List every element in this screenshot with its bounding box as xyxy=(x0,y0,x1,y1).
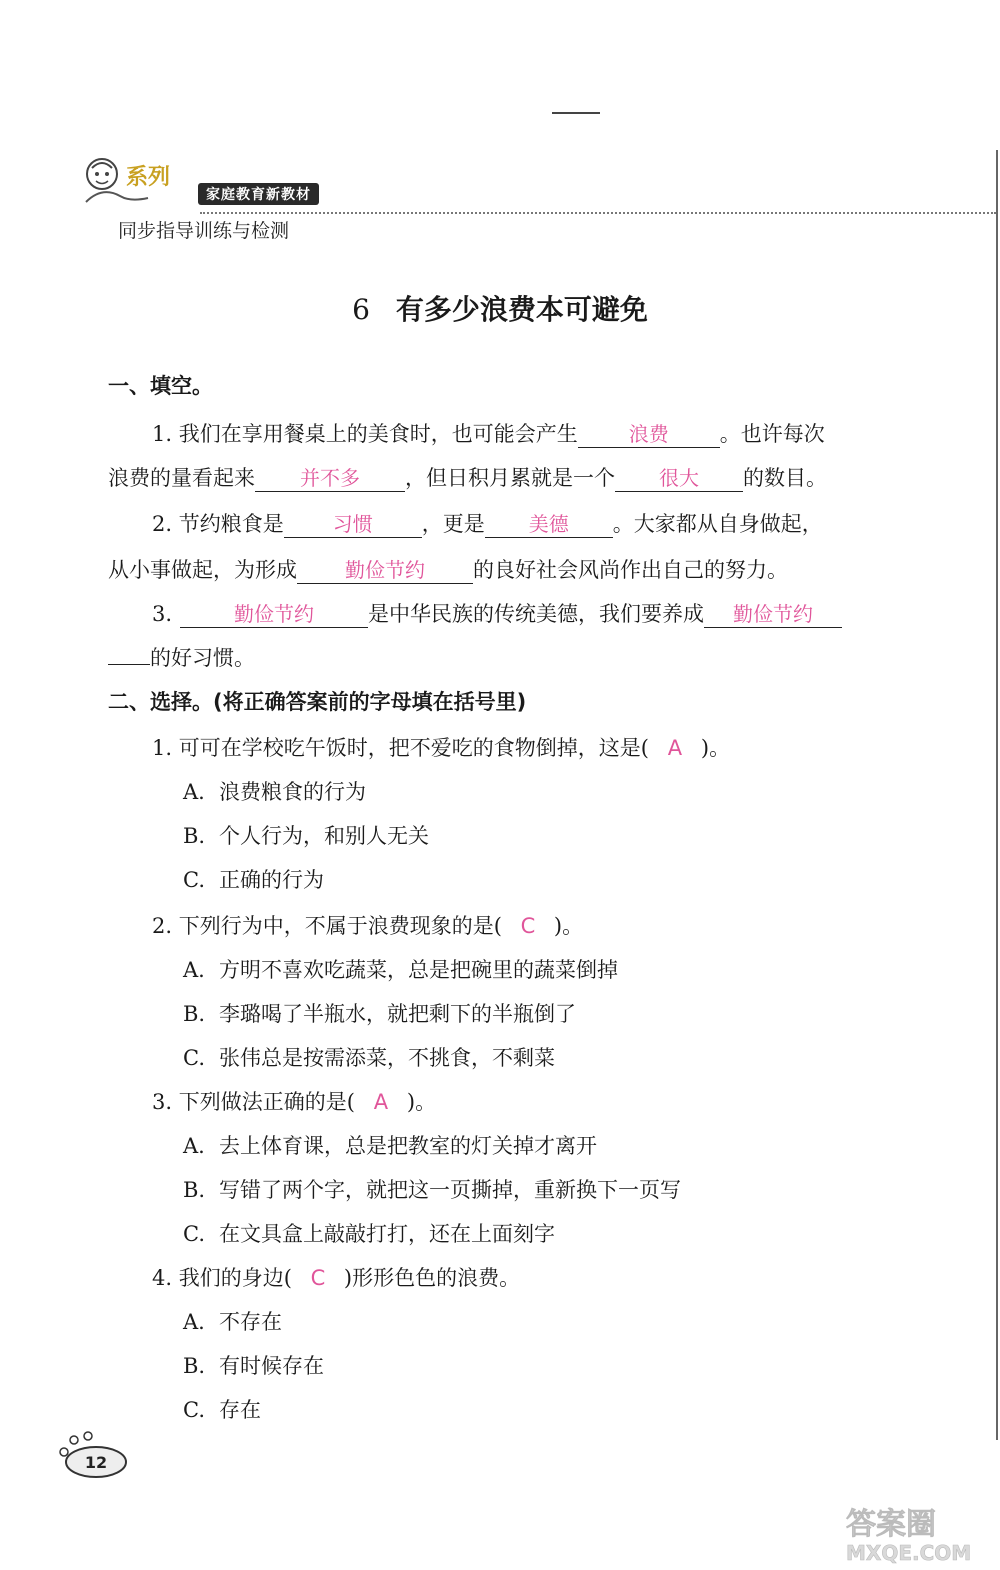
answer-blank[interactable]: 很大 xyxy=(615,465,743,492)
mascot-logo-icon xyxy=(78,150,208,212)
answer-blank[interactable]: 并不多 xyxy=(255,465,405,492)
option-text: 不存在 xyxy=(219,1310,282,1334)
page-number: 12 xyxy=(84,1453,108,1472)
section-heading-fill-blank: 一、填空。 xyxy=(108,374,213,398)
option-letter: A. xyxy=(183,780,205,804)
choice-option xyxy=(183,998,576,1028)
choice-option xyxy=(183,1350,324,1380)
answer-blank[interactable]: 勤俭节约 xyxy=(297,557,473,584)
answer-blank[interactable]: 勤俭节约 xyxy=(180,601,368,628)
option-letter: B. xyxy=(183,1002,206,1026)
question-stem: 4. 我们的身边( xyxy=(152,1266,292,1290)
q1-text: 的数目。 xyxy=(743,466,827,490)
answer-blank[interactable]: 浪费 xyxy=(578,421,720,448)
answer-mark[interactable]: A xyxy=(373,1090,389,1114)
section-heading-choice: 二、选择。(将正确答案前的字母填在括号里) xyxy=(108,690,527,714)
q3-line2 xyxy=(108,642,255,672)
option-letter: B. xyxy=(183,824,206,848)
page-border xyxy=(996,150,998,1440)
question-stem: 2. 下列行为中，不属于浪费现象的是( xyxy=(152,914,502,938)
option-letter: A. xyxy=(183,1310,205,1334)
q3-text: 3. xyxy=(152,602,173,626)
choice-question xyxy=(152,1262,520,1292)
page-number-badge xyxy=(52,1430,132,1480)
option-text: 李璐喝了半瓶水，就把剩下的半瓶倒了 xyxy=(219,1002,576,1026)
q2-line2 xyxy=(108,554,788,584)
choice-option xyxy=(183,820,429,850)
answer-mark[interactable]: C xyxy=(310,1266,326,1290)
option-letter: A. xyxy=(183,1134,205,1158)
header-divider xyxy=(200,212,996,214)
answer-blank[interactable]: 习惯 xyxy=(284,511,422,538)
question-stem: 1. 可可在学校吃午饭时，把不爱吃的食物倒掉，这是( xyxy=(152,736,649,760)
answer-blank[interactable]: 美德 xyxy=(485,511,613,538)
top-mark xyxy=(552,112,600,114)
option-text: 存在 xyxy=(219,1398,261,1422)
watermark-text: 答案圈 MXQE.COM xyxy=(846,1507,972,1564)
option-letter: C. xyxy=(183,1046,205,1070)
choice-option xyxy=(183,1174,681,1204)
choice-option xyxy=(183,1042,555,1072)
svg-text:系列: 系列 xyxy=(126,164,171,190)
answer-blank-continued xyxy=(108,664,150,665)
option-text: 正确的行为 xyxy=(219,868,324,892)
q2-text: 。大家都从自身做起， xyxy=(612,512,823,536)
q3-text: 是中华民族的传统美德，我们要养成 xyxy=(368,602,705,626)
q2-text: 从小事做起，为形成 xyxy=(108,558,297,582)
q1-line2 xyxy=(108,462,827,492)
choice-option xyxy=(183,776,366,806)
q1-line1 xyxy=(152,418,825,448)
choice-question xyxy=(152,732,730,762)
option-letter: C. xyxy=(183,1222,205,1246)
option-letter: C. xyxy=(183,1398,205,1422)
lesson-title xyxy=(0,288,1000,328)
q1-text: 浪费的量看起来 xyxy=(108,466,255,490)
choice-option xyxy=(183,954,618,984)
option-text: 有时候存在 xyxy=(219,1354,324,1378)
option-letter: B. xyxy=(183,1178,206,1202)
choice-option xyxy=(183,1394,261,1424)
q2-text: 的良好社会风尚作出自己的努力。 xyxy=(473,558,788,582)
question-stem: )。 xyxy=(406,1090,437,1114)
series-title: 家庭教育新教材 xyxy=(198,183,319,205)
option-letter: C. xyxy=(183,868,205,892)
answer-mark[interactable]: C xyxy=(520,914,536,938)
q2-line1 xyxy=(152,508,823,538)
q1-text: 。也许每次 xyxy=(719,422,825,446)
q1-text: 1. 我们在享用餐桌上的美食时，也可能会产生 xyxy=(152,422,578,446)
option-text: 浪费粮食的行为 xyxy=(219,780,366,804)
q2-text: 2. 节约粮食是 xyxy=(152,512,284,536)
q1-text: ，但日积月累就是一个 xyxy=(405,466,615,490)
option-text: 张伟总是按需添菜，不挑食，不剩菜 xyxy=(219,1046,555,1070)
lesson-number: 6 xyxy=(352,293,370,326)
choice-option xyxy=(183,864,324,894)
choice-option xyxy=(183,1218,555,1248)
answer-mark[interactable]: A xyxy=(667,736,683,760)
choice-option xyxy=(183,1306,282,1336)
answer-blank[interactable]: 勤俭节约 xyxy=(704,601,842,628)
question-stem: )。 xyxy=(553,914,584,938)
choice-question xyxy=(152,1086,436,1116)
option-text: 写错了两个字，就把这一页撕掉，重新换下一页写 xyxy=(219,1178,681,1202)
book-subtitle: 同步指导训练与检测 xyxy=(118,220,290,242)
option-letter: A. xyxy=(183,958,205,982)
option-text: 个人行为，和别人无关 xyxy=(219,824,429,848)
q2-text: ，更是 xyxy=(421,512,485,536)
question-stem: )形形色色的浪费。 xyxy=(343,1266,521,1290)
question-stem: 3. 下列做法正确的是( xyxy=(152,1090,355,1114)
choice-option xyxy=(183,1130,597,1160)
option-text: 方明不喜欢吃蔬菜，总是把碗里的蔬菜倒掉 xyxy=(219,958,618,982)
q3-line1 xyxy=(152,598,842,628)
choice-question xyxy=(152,910,583,940)
option-letter: B. xyxy=(183,1354,206,1378)
q3-text: 的好习惯。 xyxy=(150,646,255,670)
lesson-title-text: 有多少浪费本可避免 xyxy=(395,293,648,326)
question-stem: )。 xyxy=(700,736,731,760)
watermark-logo xyxy=(826,1498,996,1564)
option-text: 在文具盒上敲敲打打，还在上面刻字 xyxy=(219,1222,555,1246)
option-text: 去上体育课，总是把教室的灯关掉才离开 xyxy=(219,1134,597,1158)
